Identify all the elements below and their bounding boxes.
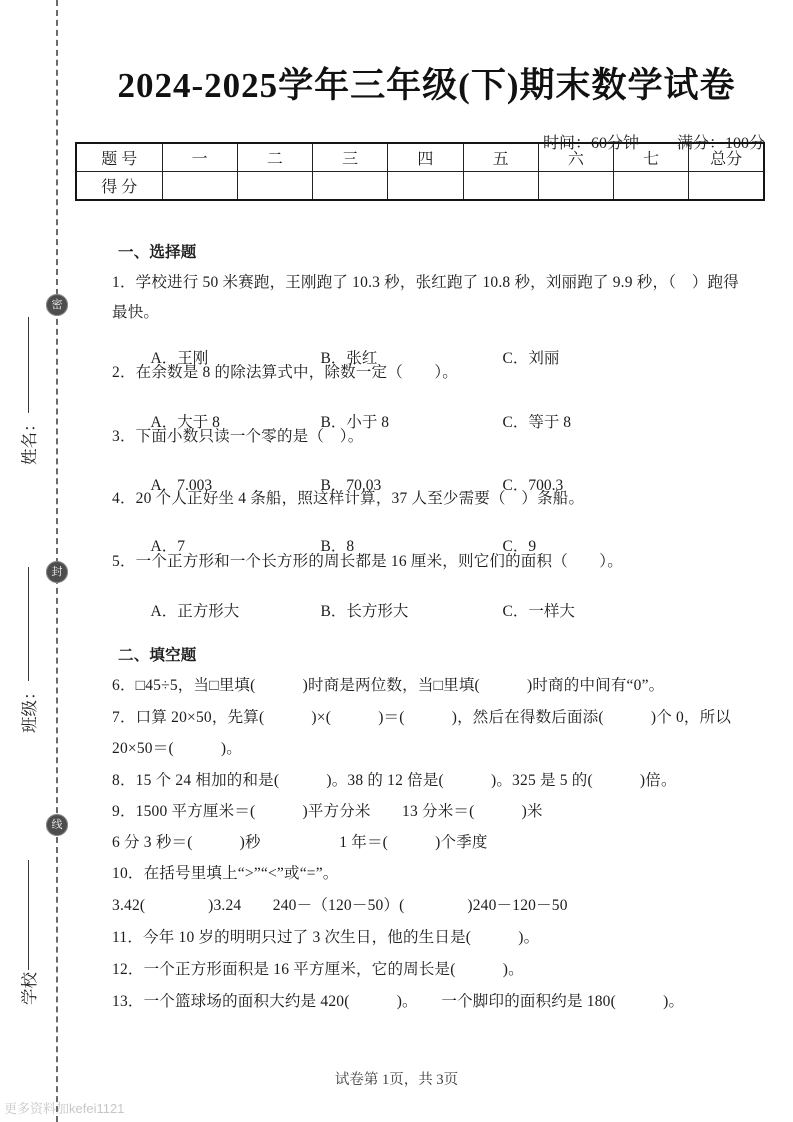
section1-heading: 一、选择题 bbox=[118, 244, 197, 261]
col-header: 七 bbox=[614, 143, 689, 172]
watermark-text: 更多资料加kefei1121 bbox=[4, 1101, 125, 1116]
question-4-line1: 4．20 个人正好坐 4 条船，照这样计算，37 人至少需要（ ）条船。 bbox=[112, 490, 585, 507]
q2-option-a: A．大于 8 bbox=[150, 414, 220, 431]
seal-label-class-text: 班级： bbox=[20, 683, 39, 733]
score-cell bbox=[463, 172, 538, 201]
score-row-header: 得 分 bbox=[76, 172, 162, 201]
q5-option-c: C．一样大 bbox=[502, 603, 575, 620]
seal-stamp-feng: 封 bbox=[46, 561, 68, 583]
question-5-options bbox=[135, 581, 575, 639]
school-blank-line bbox=[28, 860, 29, 970]
score-cell bbox=[388, 172, 463, 201]
score-table-header-row bbox=[76, 143, 764, 172]
seal-label-school bbox=[15, 833, 41, 1005]
score-cell bbox=[162, 172, 237, 201]
question-13: 13．一个篮球场的面积大约是 420( )。 一个脚印的面积约是 180( )。 bbox=[112, 993, 685, 1010]
question-9-line1: 9．1500 平方厘米＝( )平方分米 13 分米＝( )米 bbox=[112, 803, 543, 820]
time-limit: 时间：60分钟 bbox=[542, 135, 639, 152]
score-table bbox=[75, 142, 765, 201]
class-blank-line bbox=[28, 568, 29, 682]
q3-option-a: A．7.003 bbox=[150, 477, 213, 494]
q5-option-b: B．长方形大 bbox=[320, 603, 409, 620]
col-header: 一 bbox=[162, 143, 237, 172]
seal-label-school-text: 学校 bbox=[20, 972, 39, 1005]
q2-option-b: B．小于 8 bbox=[320, 414, 389, 431]
q5-option-a: A．正方形大 bbox=[150, 603, 240, 620]
section2-heading: 二、填空题 bbox=[118, 647, 197, 664]
question-7-line2: 20×50＝( )。 bbox=[112, 740, 242, 757]
col-header: 二 bbox=[237, 143, 312, 172]
q3-option-b: B．70.03 bbox=[320, 477, 382, 494]
col-header: 总分 bbox=[689, 143, 764, 172]
question-2-line1: 2．在余数是 8 的除法算式中，除数一定（ ）。 bbox=[112, 364, 459, 381]
score-cell bbox=[313, 172, 388, 201]
question-5-line1: 5．一个正方形和一个长方形的周长都是 16 厘米，则它们的面积（ ）。 bbox=[112, 553, 623, 570]
col-header: 四 bbox=[388, 143, 463, 172]
seal-label-name-text: 姓名： bbox=[20, 415, 39, 465]
question-number-header: 题 号 bbox=[76, 143, 162, 172]
q4-option-c: C．9 bbox=[502, 538, 537, 555]
seal-stamp-mi: 密 bbox=[46, 294, 68, 316]
q4-option-b: B．8 bbox=[320, 538, 355, 555]
question-3-line1: 3．下面小数只读一个零的是（ ）。 bbox=[112, 428, 364, 445]
col-header: 五 bbox=[463, 143, 538, 172]
question-9-line2: 6 分 3 秒＝( )秒 1 年＝( )个季度 bbox=[112, 834, 488, 851]
question-10-line1: 10．在括号里填上“>”“<”或“=”。 bbox=[112, 865, 339, 882]
seal-label-class bbox=[15, 543, 41, 733]
seal-stamp-xian: 线 bbox=[46, 814, 68, 836]
question-1-line2: 最快。 bbox=[112, 304, 160, 321]
question-6: 6．□45÷5，当□里填( )时商是两位数，当□里填( )时商的中间有“0”。 bbox=[112, 677, 665, 694]
question-1-line1: 1．学校进行 50 米赛跑，王刚跑了 10.3 秒，张红跑了 10.8 秒，刘丽跑了 9.9 秒，（ ）跑得 bbox=[112, 274, 739, 291]
page-number-footer: 试卷第 1页，共 3页 bbox=[334, 1072, 459, 1088]
col-header: 六 bbox=[538, 143, 613, 172]
q4-option-a: A．7 bbox=[150, 538, 185, 555]
q1-option-b: B．张红 bbox=[320, 350, 378, 367]
score-cell bbox=[689, 172, 764, 201]
q1-option-c: C．刘丽 bbox=[502, 350, 560, 367]
col-header: 三 bbox=[313, 143, 388, 172]
score-cell bbox=[237, 172, 312, 201]
question-7-line1: 7．口算 20×50，先算( )×( )＝( )，然后在得数后面添( )个 0，所以 bbox=[112, 709, 732, 726]
full-score: 满分：100分 bbox=[676, 135, 765, 152]
seal-label-name bbox=[15, 285, 41, 465]
score-table-score-row bbox=[76, 172, 764, 201]
score-cell bbox=[538, 172, 613, 201]
question-8: 8．15 个 24 相加的和是( )。38 的 12 倍是( )。325 是 5 的( )倍。 bbox=[112, 772, 677, 789]
name-blank-line bbox=[28, 318, 29, 414]
question-10-line2: 3.42( )3.24 240－（120－50）( )240－120－50 bbox=[112, 897, 568, 914]
page-title: 2024-2025学年三年级(下)期末数学试卷 bbox=[117, 66, 736, 105]
question-12: 12．一个正方形面积是 16 平方厘米，它的周长是( )。 bbox=[112, 961, 524, 978]
q3-option-c: C．700.3 bbox=[502, 477, 564, 494]
q2-option-c: C．等于 8 bbox=[502, 414, 571, 431]
q1-option-a: A．王刚 bbox=[150, 350, 209, 367]
score-cell bbox=[614, 172, 689, 201]
question-11: 11．今年 10 岁的明明只过了 3 次生日，他的生日是( )。 bbox=[112, 929, 540, 946]
